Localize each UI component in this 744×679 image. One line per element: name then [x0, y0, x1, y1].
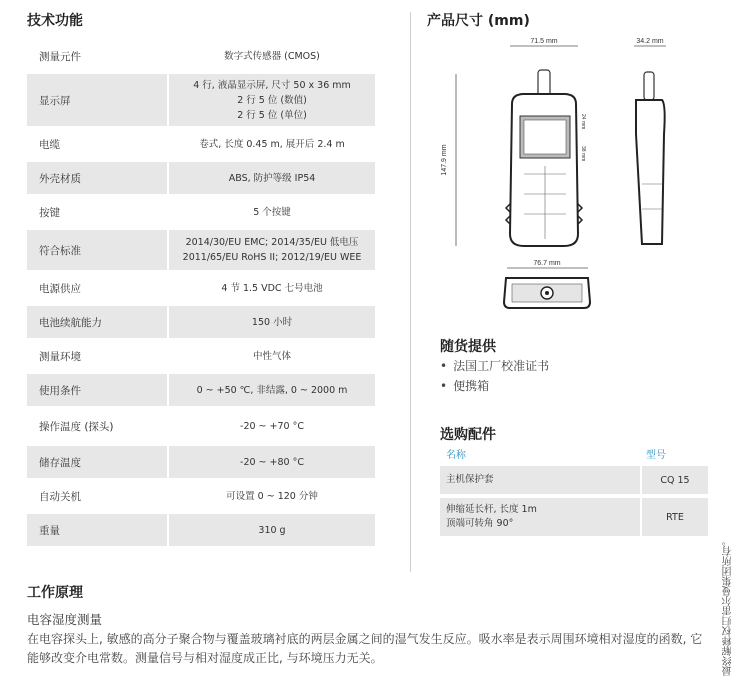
side-note: 最终解释权归雷尔曼集团所有。	[723, 536, 734, 676]
spec-value-line: 中性气体	[252, 350, 291, 362]
accessory-row	[440, 466, 708, 494]
supplied-item: • 法国工厂校准证书	[440, 356, 549, 376]
spec-row	[27, 128, 375, 162]
width-dim-label: 71.5 mm	[530, 38, 558, 45]
spec-row	[27, 340, 375, 374]
spec-value-line: ABS, 防护等级 IP54	[228, 172, 316, 184]
spec-label: 测量环境	[39, 350, 81, 363]
spec-label: 储存温度	[39, 456, 81, 469]
spec-label: 显示屏	[39, 94, 71, 107]
spec-value	[167, 272, 375, 304]
spec-value	[167, 74, 375, 126]
spec-value	[167, 480, 375, 512]
supplied-item: • 便携箱	[440, 376, 549, 396]
spec-value	[167, 446, 375, 478]
accessories-table	[440, 444, 708, 536]
height-dim-label: 147.9 mm	[441, 144, 448, 176]
spec-row	[27, 514, 375, 548]
spec-value-line: 4 行, 液晶显示屏, 尺寸 50 x 36 mm	[193, 79, 351, 91]
spec-value	[167, 408, 375, 444]
accessories-header	[440, 444, 708, 462]
spec-label: 使用条件	[39, 384, 81, 397]
supplied-title: 随货提供	[440, 339, 496, 355]
spec-value-line: 2011/65/EU RoHS II; 2012/19/EU WEE	[182, 252, 362, 263]
spec-value-line: 2 行 5 位 (单位)	[237, 109, 307, 121]
spec-value	[167, 374, 375, 406]
supplied-list	[440, 356, 549, 396]
spec-value	[167, 128, 375, 160]
spec-value-line: 150 小时	[251, 316, 293, 328]
spec-value-line: -20 ~ +80 °C	[240, 456, 304, 468]
spec-label: 按键	[39, 206, 60, 219]
spec-value	[167, 230, 375, 270]
spec-row	[27, 446, 375, 480]
accessory-model: RTE	[640, 498, 708, 536]
principle-title: 工作原理	[27, 585, 83, 601]
spec-label: 外壳材质	[39, 172, 81, 185]
spec-row	[27, 272, 375, 306]
svg-text:24 mm: 24 mm	[580, 114, 586, 130]
spec-label: 测量元件	[39, 50, 81, 63]
spec-value	[167, 40, 375, 72]
accessory-name-line: 伸缩延长杆, 长度 1m	[446, 504, 537, 515]
spec-value-line: 310 g	[258, 524, 286, 536]
depth-dim-label: 34.2 mm	[636, 38, 664, 45]
spec-row	[27, 374, 375, 408]
spec-row	[27, 196, 375, 230]
dimension-drawing	[432, 34, 732, 324]
col-name-header: 名称	[446, 449, 466, 461]
spec-row	[27, 40, 375, 74]
accessories-title: 选购配件	[440, 427, 496, 443]
spec-row	[27, 162, 375, 196]
spec-value-line: 0 ~ +50 ℃, 非结露, 0 ~ 2000 m	[196, 384, 348, 396]
principle-subtitle: 电容湿度测量	[27, 612, 103, 627]
spec-label: 自动关机	[39, 490, 81, 503]
spec-value-line: 数字式传感器 (CMOS)	[224, 50, 320, 62]
accessory-row	[440, 498, 708, 536]
column-divider	[410, 12, 411, 572]
spec-value	[167, 340, 375, 372]
spec-value	[167, 162, 375, 194]
principle-text: 在电容探头上, 敏感的高分子聚合物与覆盖玻璃衬底的两层金属之间的湿气发生反应。吸水率是表示周围环境相对湿度的函数, 它能够改变介电常数。测量信号与相对湿度成正比, 与环境压力无关。	[27, 632, 703, 665]
spec-value-line: 可设置 0 ~ 120 分钟	[226, 490, 318, 502]
accessory-name	[440, 466, 640, 494]
spec-value-line: 2014/30/EU EMC; 2014/35/EU 低电压	[185, 237, 359, 248]
accessory-name	[440, 498, 640, 536]
spec-value-line: 5 个按键	[253, 206, 291, 218]
tech-title: 技术功能	[27, 13, 83, 29]
spec-label: 操作温度 (探头)	[39, 420, 114, 433]
spec-row	[27, 230, 375, 272]
accessory-model: CQ 15	[640, 466, 708, 494]
spec-row	[27, 408, 375, 446]
spec-value	[167, 196, 375, 228]
spec-row	[27, 74, 375, 128]
dimensions-title: 产品尺寸 (mm)	[427, 13, 530, 29]
bottom-dim-label: 76.7 mm	[533, 260, 561, 267]
svg-text:38 mm: 38 mm	[580, 146, 586, 162]
spec-value-line: -20 ~ +70 °C	[240, 420, 304, 432]
spec-value-line: 卷式, 长度 0.45 m, 展开后 2.4 m	[199, 138, 345, 150]
spec-value	[167, 514, 375, 546]
accessory-name-line: 主机保护套	[446, 474, 494, 485]
spec-row	[27, 480, 375, 514]
spec-value-line: 2 行 5 位 (数值)	[237, 94, 307, 106]
spec-row	[27, 306, 375, 340]
spec-value-line: 4 节 1.5 VDC 七号电池	[221, 282, 323, 294]
spec-value	[167, 306, 375, 338]
spec-label: 重量	[39, 524, 60, 537]
spec-label: 电缆	[39, 138, 60, 151]
spec-label: 电源供应	[39, 282, 81, 295]
spec-label: 符合标准	[39, 244, 81, 257]
col-model-header: 型号	[646, 449, 666, 461]
accessory-name-line: 顶端可转角 90°	[446, 518, 514, 529]
spec-label: 电池续航能力	[39, 316, 102, 329]
spec-table	[27, 40, 375, 548]
